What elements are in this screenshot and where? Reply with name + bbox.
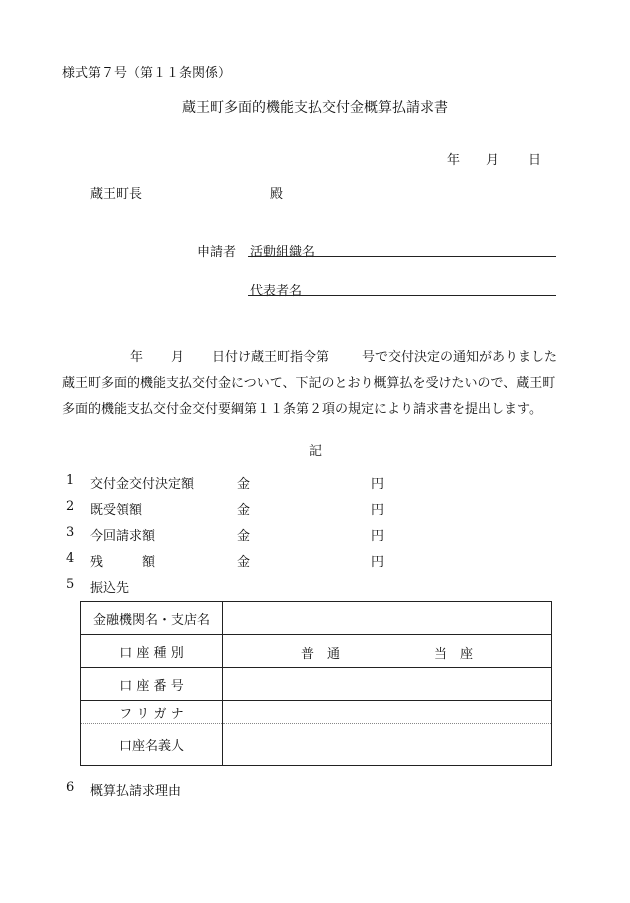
- body-month-label: 月: [171, 350, 185, 365]
- item6-number: 6: [66, 780, 75, 795]
- account-type-touza[interactable]: 当 座: [434, 647, 474, 662]
- item5-label: 振込先: [90, 581, 130, 596]
- rep-name-field[interactable]: [248, 295, 556, 296]
- item-yen: 円: [371, 529, 385, 544]
- account-holder-field[interactable]: [223, 724, 552, 766]
- ki-heading: 記: [309, 444, 323, 459]
- body-line1-text: 日付け蔵王町指令第: [212, 350, 330, 365]
- account-type-field[interactable]: [223, 635, 552, 668]
- body-line3: 多面的機能支払交付金交付要綱第１１条第２項の規定により請求書を提出します。: [62, 402, 542, 417]
- account-number-field[interactable]: [223, 668, 552, 701]
- rep-name-label: 代表者名: [250, 284, 303, 299]
- body-year-label: 年: [130, 350, 144, 365]
- org-name-field[interactable]: [248, 256, 556, 257]
- item-kin: 金: [237, 529, 251, 544]
- account-number-label: 口 座 番 号: [81, 668, 223, 701]
- applicant-label: 申請者: [197, 245, 237, 260]
- account-type-label: 口 座 種 別: [81, 635, 223, 668]
- item-label: 残 額: [90, 555, 156, 570]
- date-day-label: 日: [528, 153, 542, 168]
- body-line2: 蔵王町多面的機能支払交付金について、下記のとおり概算払を受けたいので、蔵王町: [62, 376, 556, 391]
- bank-name-label: 金融機関名・支店名: [81, 602, 223, 635]
- date-month-label: 月: [486, 153, 500, 168]
- item-kin: 金: [237, 503, 251, 518]
- body-line1-text2: 号で交付決定の通知がありました: [362, 350, 558, 365]
- account-holder-label: 口座名義人: [81, 724, 223, 766]
- org-name-label: 活動組織名: [250, 245, 316, 260]
- item-label: 既受領額: [90, 503, 143, 518]
- item-yen: 円: [371, 555, 385, 570]
- item6-label: 概算払請求理由: [90, 784, 182, 799]
- furigana-label: フ リ ガ ナ: [81, 701, 223, 724]
- item-number: 3: [66, 525, 75, 540]
- item-kin: 金: [237, 477, 251, 492]
- bank-name-field[interactable]: [223, 602, 552, 635]
- item-label: 今回請求額: [90, 529, 156, 544]
- bank-account-table: [80, 601, 552, 766]
- item5-number: 5: [66, 577, 75, 592]
- page-title: 蔵王町多面的機能支払交付金概算払請求書: [182, 100, 448, 116]
- form-number: 様式第７号（第１１条関係）: [62, 66, 232, 81]
- date-year-label: 年: [447, 153, 461, 168]
- item-yen: 円: [371, 503, 385, 518]
- item-number: 2: [66, 499, 75, 514]
- item-kin: 金: [237, 555, 251, 570]
- item-yen: 円: [371, 477, 385, 492]
- furigana-field[interactable]: [223, 701, 552, 724]
- item-number: 4: [66, 551, 75, 566]
- addressee-honorific: 殿: [270, 187, 284, 202]
- item-label: 交付金交付決定額: [90, 477, 195, 492]
- item-number: 1: [66, 473, 75, 488]
- account-type-futsu[interactable]: 普 通: [301, 647, 341, 662]
- addressee-name: 蔵王町長: [90, 187, 143, 202]
